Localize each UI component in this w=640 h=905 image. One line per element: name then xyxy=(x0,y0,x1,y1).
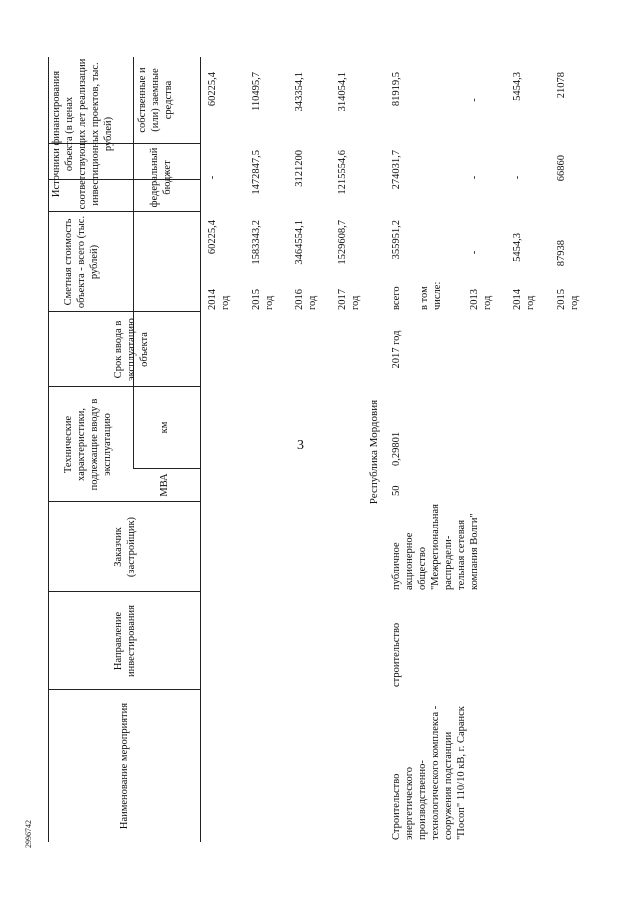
project-own-3: 21078 xyxy=(556,72,567,99)
col-border-8 xyxy=(133,468,200,469)
page-number: 3 xyxy=(297,438,304,453)
header-km: км xyxy=(159,421,170,434)
upper-cost-1: 60225,4 xyxy=(207,220,218,255)
upper-own-4: 314054,1 xyxy=(337,72,348,112)
upper-year-2: 2015 год xyxy=(251,289,275,310)
project-federal-3: 66860 xyxy=(556,155,567,182)
project-year-2: 2014 год xyxy=(512,289,536,310)
col-border-6 xyxy=(48,211,200,212)
project-year-3: 2015 год xyxy=(556,289,580,310)
table-top-border xyxy=(48,57,49,842)
upper-own-3: 343354,1 xyxy=(294,72,305,112)
subheader-border xyxy=(133,57,134,469)
project-federal-1: - xyxy=(469,175,480,180)
project-incl-label: в том числе: xyxy=(419,281,443,310)
upper-cost-2: 1583343,2 xyxy=(251,220,262,265)
col-border-2 xyxy=(48,591,200,592)
upper-year-3: 2016 год xyxy=(294,289,318,310)
header-mva: МВА xyxy=(159,473,170,497)
project-customer: публичное акционерное общество "Межрегиональная распредели-тельная сетевая компания Волги" xyxy=(391,504,480,590)
project-total-federal: 274031,7 xyxy=(391,150,402,190)
project-total-cost: 355951,2 xyxy=(391,220,402,260)
project-mva: 50 xyxy=(391,485,402,496)
header-commission: Срок ввода в эксплуатацию объекта xyxy=(113,318,150,381)
project-federal-2: - xyxy=(512,175,523,180)
section-title: Республика Мордовия xyxy=(368,399,380,505)
header-federal: федеральный бюджет xyxy=(149,147,173,208)
header-own: собственные и (или) заемные средства xyxy=(137,67,174,133)
header-cost: Сметная стоимость объекта - всего (тыс. рублей) xyxy=(63,215,100,309)
upper-own-2: 110495,7 xyxy=(251,72,262,111)
rotated-table xyxy=(0,57,640,852)
header-customer: Заказчик (застройщик) xyxy=(113,516,137,578)
project-direction: строительство xyxy=(391,622,402,687)
col-border-3 xyxy=(48,501,200,502)
header-bottom-border xyxy=(200,57,201,842)
upper-year-1: 2014 год xyxy=(207,289,231,310)
upper-cost-4: 1529608,7 xyxy=(337,220,348,265)
project-cost-3: 87938 xyxy=(556,240,567,267)
upper-federal-4: 1215554,6 xyxy=(337,150,348,195)
project-year-1: 2013 год xyxy=(469,289,493,310)
upper-year-4: 2017 год xyxy=(337,289,361,310)
project-total-own: 81919,5 xyxy=(391,72,402,107)
col-border-1 xyxy=(48,689,200,690)
project-own-2: 5454,3 xyxy=(512,72,523,101)
project-cost-2: 5454,3 xyxy=(512,233,523,262)
header-sources: Источники финансирования объекта (в ценах соответствующих лет реализации инвестиционных проектов, тыс. рублей) xyxy=(51,58,114,210)
header-tech: Технические характеристики, подлежащие вводу в эксплуатацию xyxy=(63,398,113,491)
col-border-4 xyxy=(48,386,200,387)
project-total-label: всего xyxy=(391,286,402,310)
header-name: Наименование мероприятия xyxy=(119,702,130,830)
project-cost-1: - xyxy=(469,250,480,255)
project-name: Строительство энергетического производственно-технологического комплекса - сооружения подстанции "Посоп" 110/10 кВ, г. Саранск xyxy=(391,705,467,840)
project-own-1: - xyxy=(469,98,480,102)
upper-own-1: 60225,4 xyxy=(207,72,218,107)
project-km: 0,29801 xyxy=(391,431,402,466)
upper-federal-2: 1472847,5 xyxy=(251,150,262,195)
document-code: 2996742 xyxy=(24,820,33,848)
upper-federal-3: 3121200 xyxy=(294,150,305,187)
col-border-5 xyxy=(48,311,200,312)
project-commission: 2017 год xyxy=(391,330,402,369)
upper-federal-1: - xyxy=(207,175,218,180)
upper-cost-3: 3464554,1 xyxy=(294,220,305,265)
header-direction: Направление инвестирования xyxy=(113,605,137,677)
